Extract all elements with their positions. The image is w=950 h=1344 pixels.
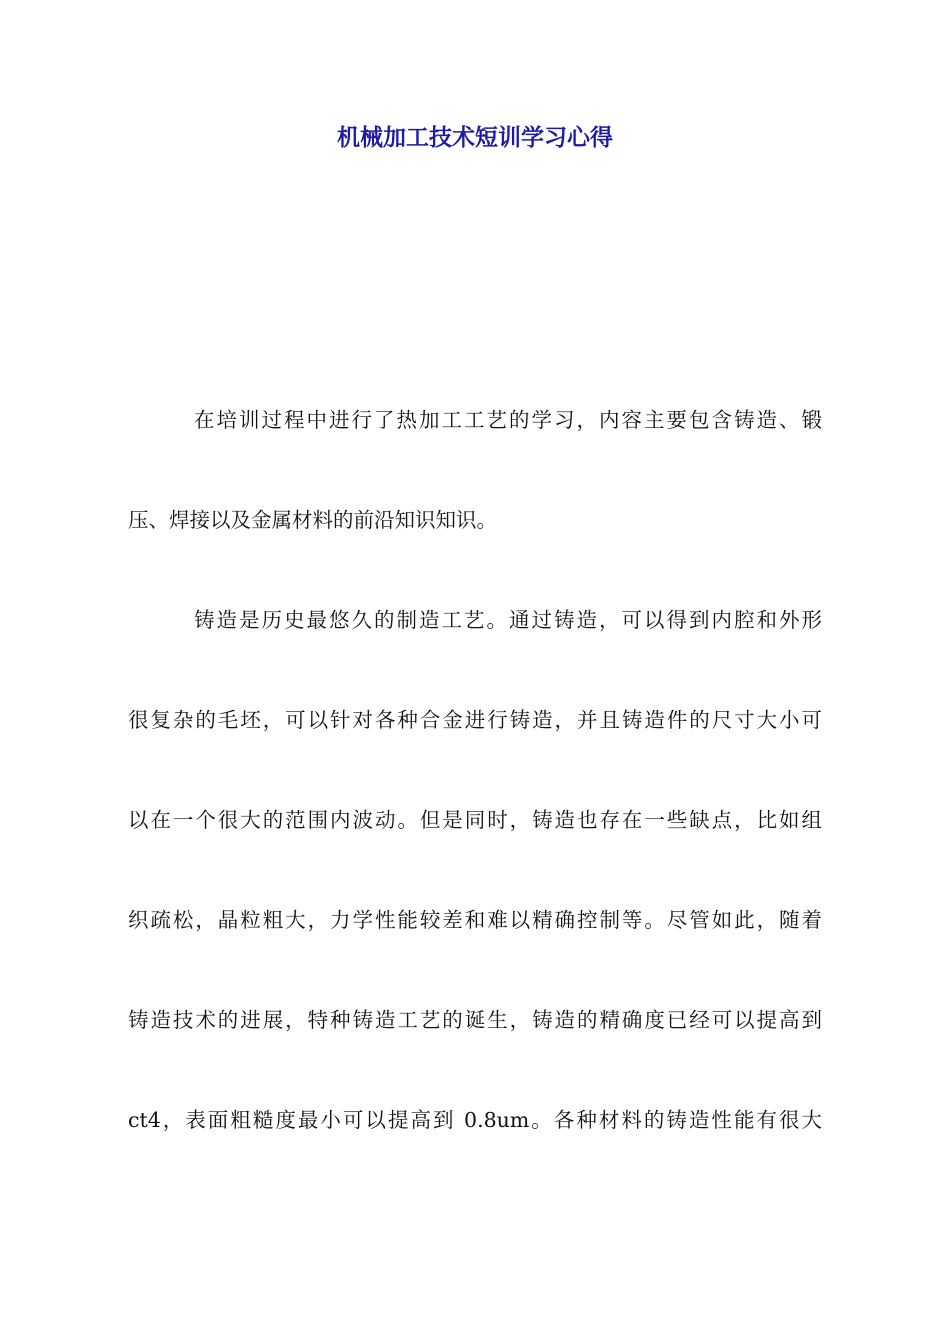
paragraph-line: 压、焊接以及金属材料的前沿知识知识。	[128, 508, 497, 532]
paragraph-line: ct4，表面粗糙度最小可以提高到 0.8um。各种材料的铸造性能有很大	[128, 1108, 822, 1132]
paragraph-1	[128, 394, 822, 594]
paragraph-2	[128, 594, 822, 1194]
paragraph-line: 铸造技术的进展，特种铸造工艺的诞生，铸造的精确度已经可以提高到	[128, 1008, 822, 1032]
document-title: 机械加工技术短训学习心得	[337, 125, 613, 151]
paragraph-line: 以在一个很大的范围内波动。但是同时，铸造也存在一些缺点，比如组	[128, 808, 822, 832]
paragraph-line: 织疏松，晶粒粗大，力学性能较差和难以精确控制等。尽管如此，随着	[128, 908, 822, 932]
document-body	[128, 394, 822, 1194]
paragraph-line: 铸造是历史最悠久的制造工艺。通过铸造，可以得到内腔和外形	[194, 608, 822, 632]
paragraph-line: 很复杂的毛坯，可以针对各种合金进行铸造，并且铸造件的尺寸大小可	[128, 708, 822, 732]
paragraph-line: 在培训过程中进行了热加工工艺的学习，内容主要包含铸造、锻	[194, 408, 822, 432]
